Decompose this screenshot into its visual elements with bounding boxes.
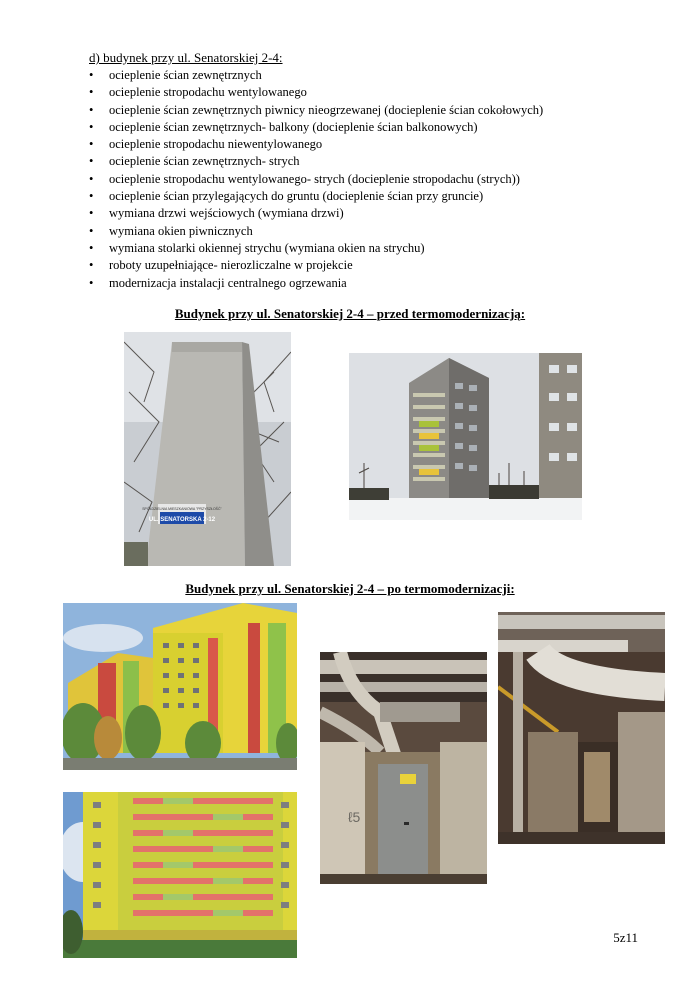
svg-text:UL. SENATORSKA 2-12: UL. SENATORSKA 2-12 [148,517,216,523]
work-items-list [89,67,543,292]
page-number: 5z11 [613,930,638,945]
svg-text:ℓ5: ℓ5 [348,809,361,825]
list-item: • ocieplenie ścian zewnętrznych [89,68,262,82]
list-item: • roboty uzupełniające- nierozliczalne w projekcie [89,258,353,273]
photo-basement-pipes [498,612,665,844]
list-item: • wymiana drzwi wejściowych (wymiana drzwi) [89,206,344,221]
photo-block-after-front [63,792,297,958]
list-item: • ocieplenie stropodachu wentylowanego [89,85,307,100]
caption-after: Budynek przy ul. Senatorskiej 2-4 – po termomodernizacji: [185,581,515,596]
photo-block-before [349,353,582,520]
list-item: • ocieplenie stropodachu wentylowanego- strych (docieplenie stropodachu (strych)) [89,171,520,186]
list-item: • ocieplenie stropodachu niewentylowanego [89,137,323,152]
section-title: d) budynek przy ul. Senatorskiej 2-4: [89,50,283,65]
list-item: • ocieplenie ścian przylegających do gruntu (docieplenie ścian przy gruncie) [89,189,484,204]
svg-text:SPÓŁDZIELNIA MIESZKANIOWA "PRZ: SPÓŁDZIELNIA MIESZKANIOWA "PRZYSZŁOŚĆ" [142,507,222,511]
photo-basement-corridor [320,652,487,884]
list-item: • modernizacja instalacji centralnego ogrzewania [89,275,347,290]
photo-gable-wall-before [124,332,291,566]
list-item: • ocieplenie ścian zewnętrznych- balkony (docieplenie ścian balkonowych) [89,119,478,134]
list-item: • ocieplenie ścian zewnętrznych piwnicy nieogrzewanej (docieplenie ścian cokołowych) [89,102,544,117]
list-item: • ocieplenie ścian zewnętrznych- strych [89,154,300,169]
photo-blocks-after-wide [63,603,297,770]
list-item: • wymiana stolarki okiennej strychu (wymiana okien na strychu) [89,240,425,255]
list-item: • wymiana okien piwnicznych [89,223,253,238]
caption-before: Budynek przy ul. Senatorskiej 2-4 – przed termomodernizacją: [174,306,526,321]
